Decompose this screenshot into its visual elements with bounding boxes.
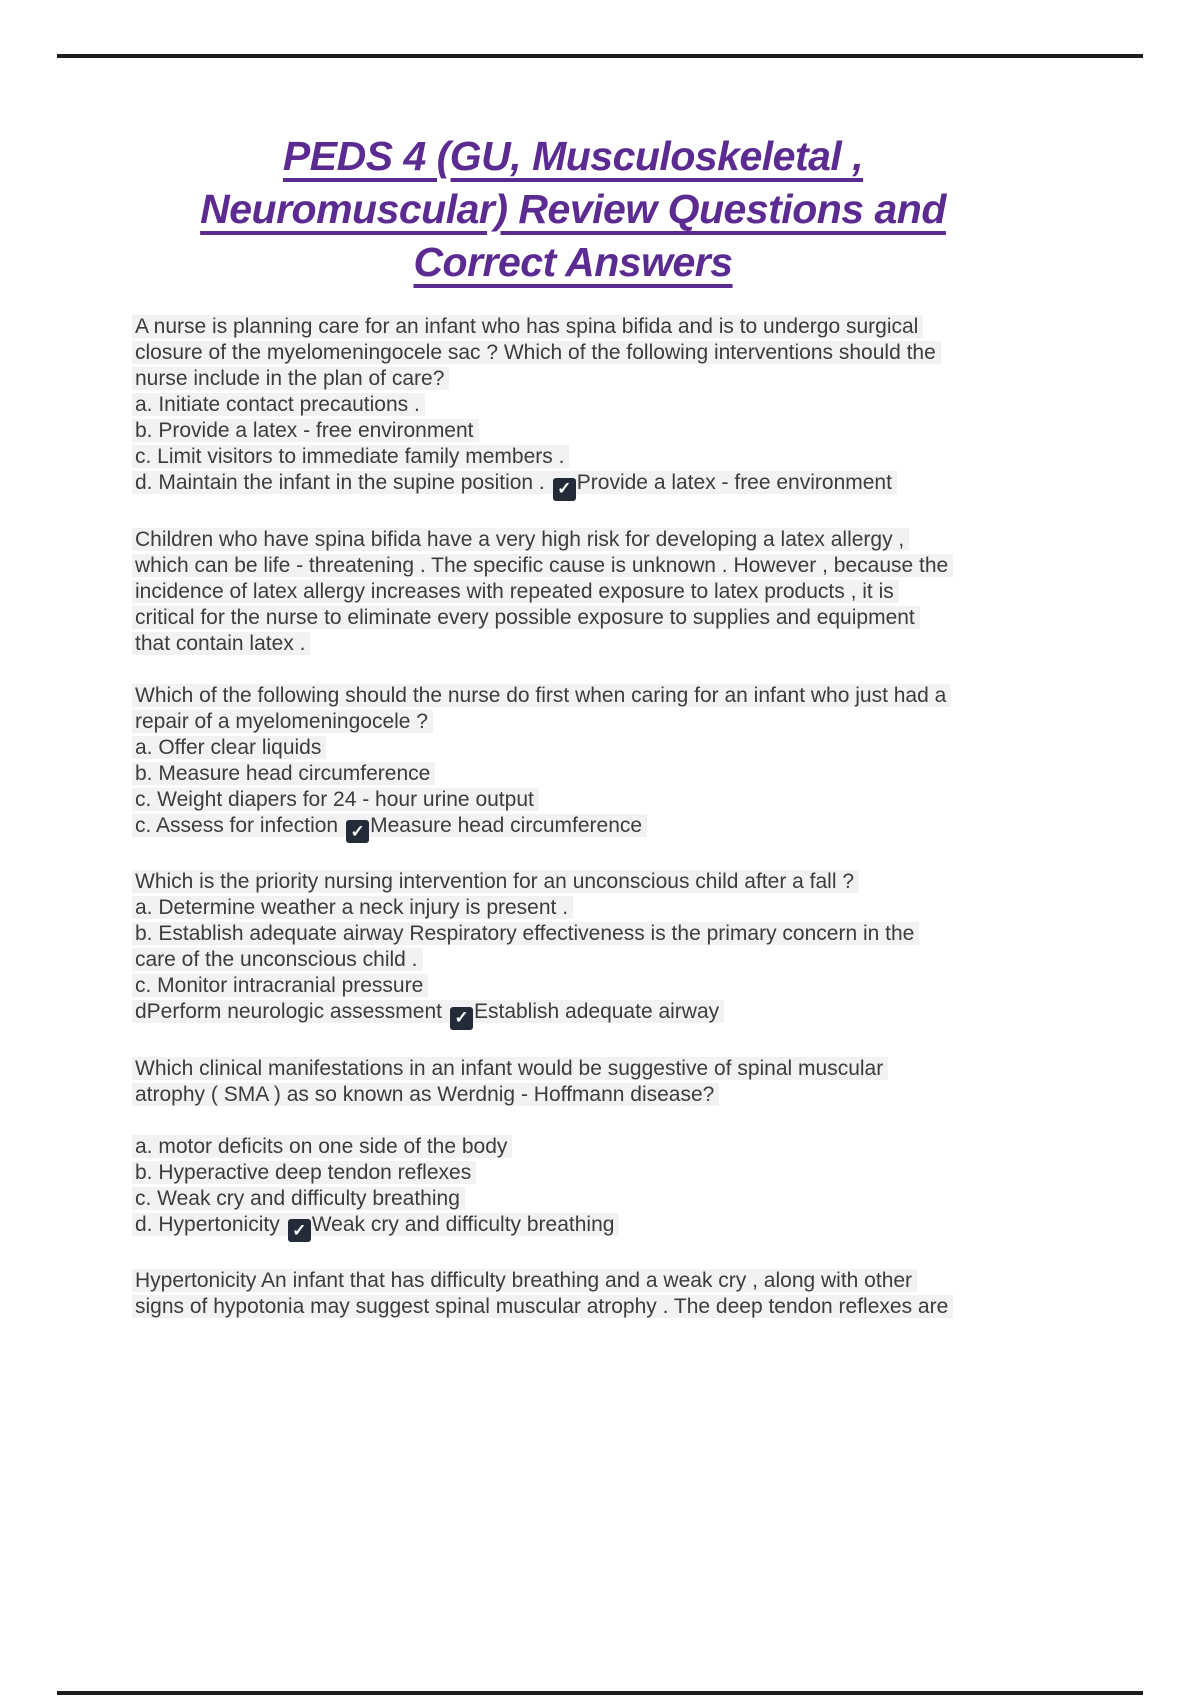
question-block-4 [132,1056,1082,1243]
option-line-c: c. Monitor intracranial pressure [132,973,1082,999]
answer-line [132,813,1082,844]
blank-line [132,1108,1082,1134]
option-line-a: a. motor deficits on one side of the body [132,1134,1082,1160]
option-line-c: c. Limit visitors to immediate family members . [132,444,1082,470]
option-line-c2: c. Assess for infection [135,813,339,837]
question-line: nurse include in the plan of care? [132,366,1082,392]
explanation-line: signs of hypotonia may suggest spinal muscular atrophy . The deep tendon reflexes are [132,1294,1082,1320]
option-line-b: b. Measure head circumference [132,761,1082,787]
checkmark-icon: ✓ [450,1007,473,1030]
document-body [132,314,1082,1346]
question-line: A nurse is planning care for an infant who has spina bifida and is to undergo surgical [132,314,1082,340]
answer-line-content [132,471,897,498]
question-block-3 [132,869,1082,1030]
document-title [57,130,1089,289]
explanation-line: that contain latex . [132,631,1082,657]
option-line-b: b. Provide a latex - free environment [132,418,1082,444]
explanation-line: Hypertonicity An infant that has difficulty breathing and a weak cry , along with other [132,1268,1082,1294]
page-border-bottom [57,1691,1143,1695]
question-line: repair of a myelomeningocele ? [132,709,1082,735]
explanation-line: which can be life - threatening . The specific cause is unknown . However , because the [132,553,1082,579]
answer-line-content [132,1212,619,1240]
explanation-line: critical for the nurse to eliminate every possible exposure to supplies and equipment [132,605,1082,631]
answer-line-content [132,813,647,841]
explanation-paragraph-2 [132,1268,1082,1320]
option-line-a: a. Initiate contact precautions . [132,392,1082,418]
checkmark-icon: ✓ [346,820,369,843]
option-line-b: b. Establish adequate airway Respiratory effectiveness is the primary concern in the [132,921,1082,947]
question-block-2 [132,683,1082,844]
explanation-line: incidence of latex allergy increases with repeated exposure to latex products , it is [132,579,1082,605]
title-line: PEDS 4 (GU, Musculoskeletal , [282,133,864,179]
option-line-b: b. Hyperactive deep tendon reflexes [132,1160,1082,1186]
question-line: Which of the following should the nurse do first when caring for an infant who just had a [132,683,1082,709]
checkmark-icon: ✓ [288,1219,311,1242]
correct-answer-text: Establish adequate airway [473,1000,720,1023]
option-line-d: d. Hypertonicity [135,1212,280,1236]
checkmark-icon: ✓ [553,478,576,501]
option-line-d: d. Maintain the infant in the supine position . [135,471,545,494]
answer-line-content [132,1000,724,1027]
page-border-top [57,54,1143,58]
question-line: Which clinical manifestations in an infant would be suggestive of spinal muscular [132,1056,1082,1082]
question-line: atrophy ( SMA ) as so known as Werdnig - Hoffmann disease? [132,1082,1082,1108]
option-line-c: c. Weak cry and difficulty breathing [132,1186,1082,1212]
correct-answer-text: Measure head circumference [370,813,643,837]
option-line-a: a. Offer clear liquids [132,735,1082,761]
explanation-paragraph-1 [132,527,1082,657]
question-line: Which is the priority nursing intervention for an unconscious child after a fall ? [132,869,1082,895]
question-block-1 [132,314,1082,501]
question-line: closure of the myelomeningocele sac ? Which of the following interventions should the [132,340,1082,366]
title-line: Correct Answers [413,239,733,285]
answer-line [132,999,1082,1030]
title-line: Neuromuscular) Review Questions and [200,186,946,232]
answer-line [132,1212,1082,1243]
option-line-a: a. Determine weather a neck injury is present . [132,895,1082,921]
correct-answer-text: Weak cry and difficulty breathing [311,1212,615,1236]
explanation-line: Children who have spina bifida have a very high risk for developing a latex allergy , [132,527,1082,553]
option-line-b-cont: care of the unconscious child . [132,947,1082,973]
option-line-c: c. Weight diapers for 24 - hour urine output [132,787,1082,813]
answer-line [132,470,1082,501]
correct-answer-text: Provide a latex - free environment [576,471,892,494]
option-line-d: dPerform neurologic assessment [135,1000,442,1023]
